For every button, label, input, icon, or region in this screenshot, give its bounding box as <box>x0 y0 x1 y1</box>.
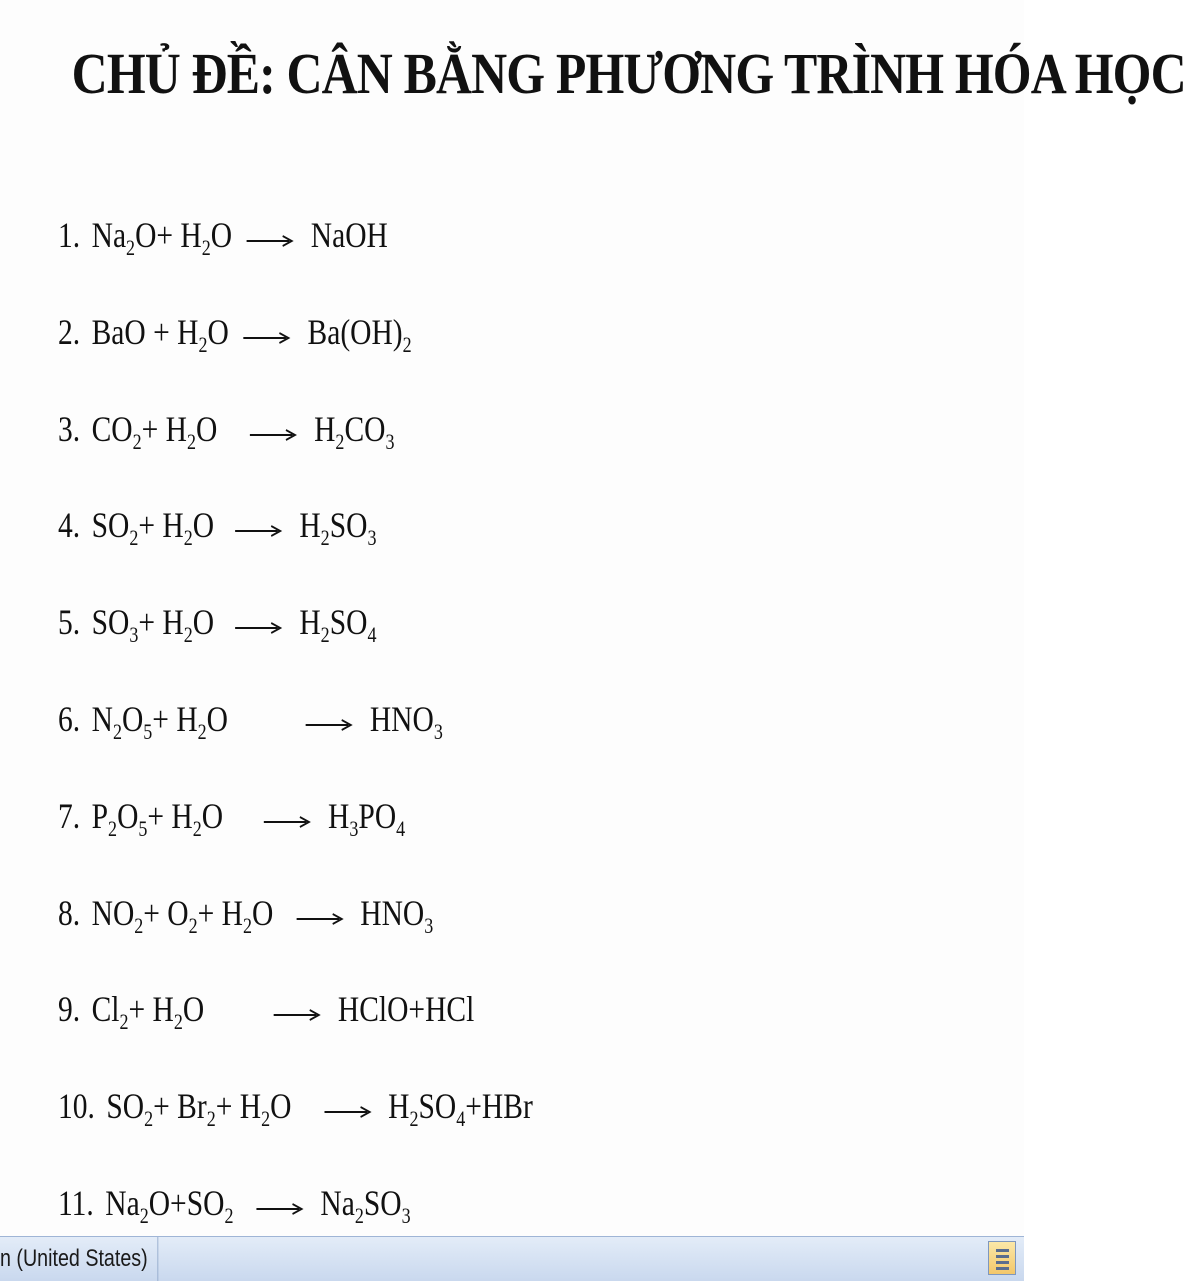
reaction-arrow-icon <box>256 1179 302 1229</box>
reactants: $SO_3+ H_2O$ <box>91 602 215 647</box>
equation-number: 3. <box>58 409 81 449</box>
equation-number: 7. <box>58 796 81 836</box>
products: $H_2SO_4$ <box>299 602 377 647</box>
reactants: $Na_2O+ H_2O$ <box>91 215 233 260</box>
equation-row <box>58 888 433 938</box>
equation-number: 9. <box>58 989 81 1029</box>
equation-row <box>58 500 376 550</box>
reactants: $NO_2+ O_2+ H_2O$ <box>91 893 274 938</box>
reactants: $SO_2+ H_2O$ <box>91 505 215 550</box>
reaction-arrow-icon <box>235 501 281 551</box>
equation-row <box>58 1178 411 1228</box>
reaction-arrow-icon <box>296 889 342 939</box>
products: $Ba(OH)_2$ <box>307 312 412 357</box>
page-title: CHỦ ĐỀ: CÂN BẰNG PHƯƠNG TRÌNH HÓA HỌC <box>71 41 1186 106</box>
reactants: $N_2O_5+ H_2O$ <box>91 699 228 744</box>
language-indicator[interactable]: n (United States) <box>0 1237 158 1281</box>
reactants: BaO + $H_2O$ <box>91 312 229 357</box>
equation-row <box>58 307 412 357</box>
equation-number: 1. <box>58 215 81 255</box>
equation-row <box>58 694 443 744</box>
products: $HNO_3$ <box>369 699 443 744</box>
equation-number: 10. <box>58 1086 95 1126</box>
reaction-arrow-icon <box>274 985 320 1035</box>
equation-number: 2. <box>58 312 81 352</box>
equation-row <box>58 984 474 1034</box>
equation-row <box>58 597 376 647</box>
reaction-arrow-icon <box>306 695 352 745</box>
reaction-arrow-icon <box>250 405 296 455</box>
equation-number: 4. <box>58 505 81 545</box>
products: HClO+HCl <box>337 989 475 1029</box>
reaction-arrow-icon <box>235 598 281 648</box>
equation-number: 6. <box>58 699 81 739</box>
reactants: $Na_2O+SO_2$ <box>105 1183 234 1228</box>
reactants: $Cl_2+ H_2O$ <box>91 989 205 1034</box>
equation-number: 5. <box>58 602 81 642</box>
reactants: $SO_2+ Br_2+ H_2O$ <box>106 1086 292 1131</box>
products: $H_2CO_3$ <box>314 409 395 454</box>
equation-row <box>58 1081 533 1131</box>
print-layout-view-button[interactable] <box>988 1241 1016 1275</box>
products: NaOH <box>310 215 388 255</box>
status-bar <box>0 1236 1024 1281</box>
reaction-arrow-icon <box>324 1082 370 1132</box>
reaction-arrow-icon <box>247 211 293 261</box>
products: $H_3PO_4$ <box>328 796 406 841</box>
equation-row <box>58 210 388 260</box>
reaction-arrow-icon <box>264 792 310 842</box>
products: $H_2SO_4+HBr$ <box>388 1086 533 1131</box>
equation-number: 11. <box>58 1183 94 1223</box>
products: $Na_2SO_3$ <box>320 1183 411 1228</box>
reactants: $CO_2+ H_2O$ <box>91 409 218 454</box>
reaction-arrow-icon <box>244 308 290 358</box>
reactants: $P_2O_5+ H_2O$ <box>91 796 224 841</box>
equation-number: 8. <box>58 893 81 933</box>
products: $HNO_3$ <box>360 893 434 938</box>
equation-row <box>58 791 405 841</box>
equation-row <box>58 404 394 454</box>
products: $H_2SO_3$ <box>299 505 377 550</box>
